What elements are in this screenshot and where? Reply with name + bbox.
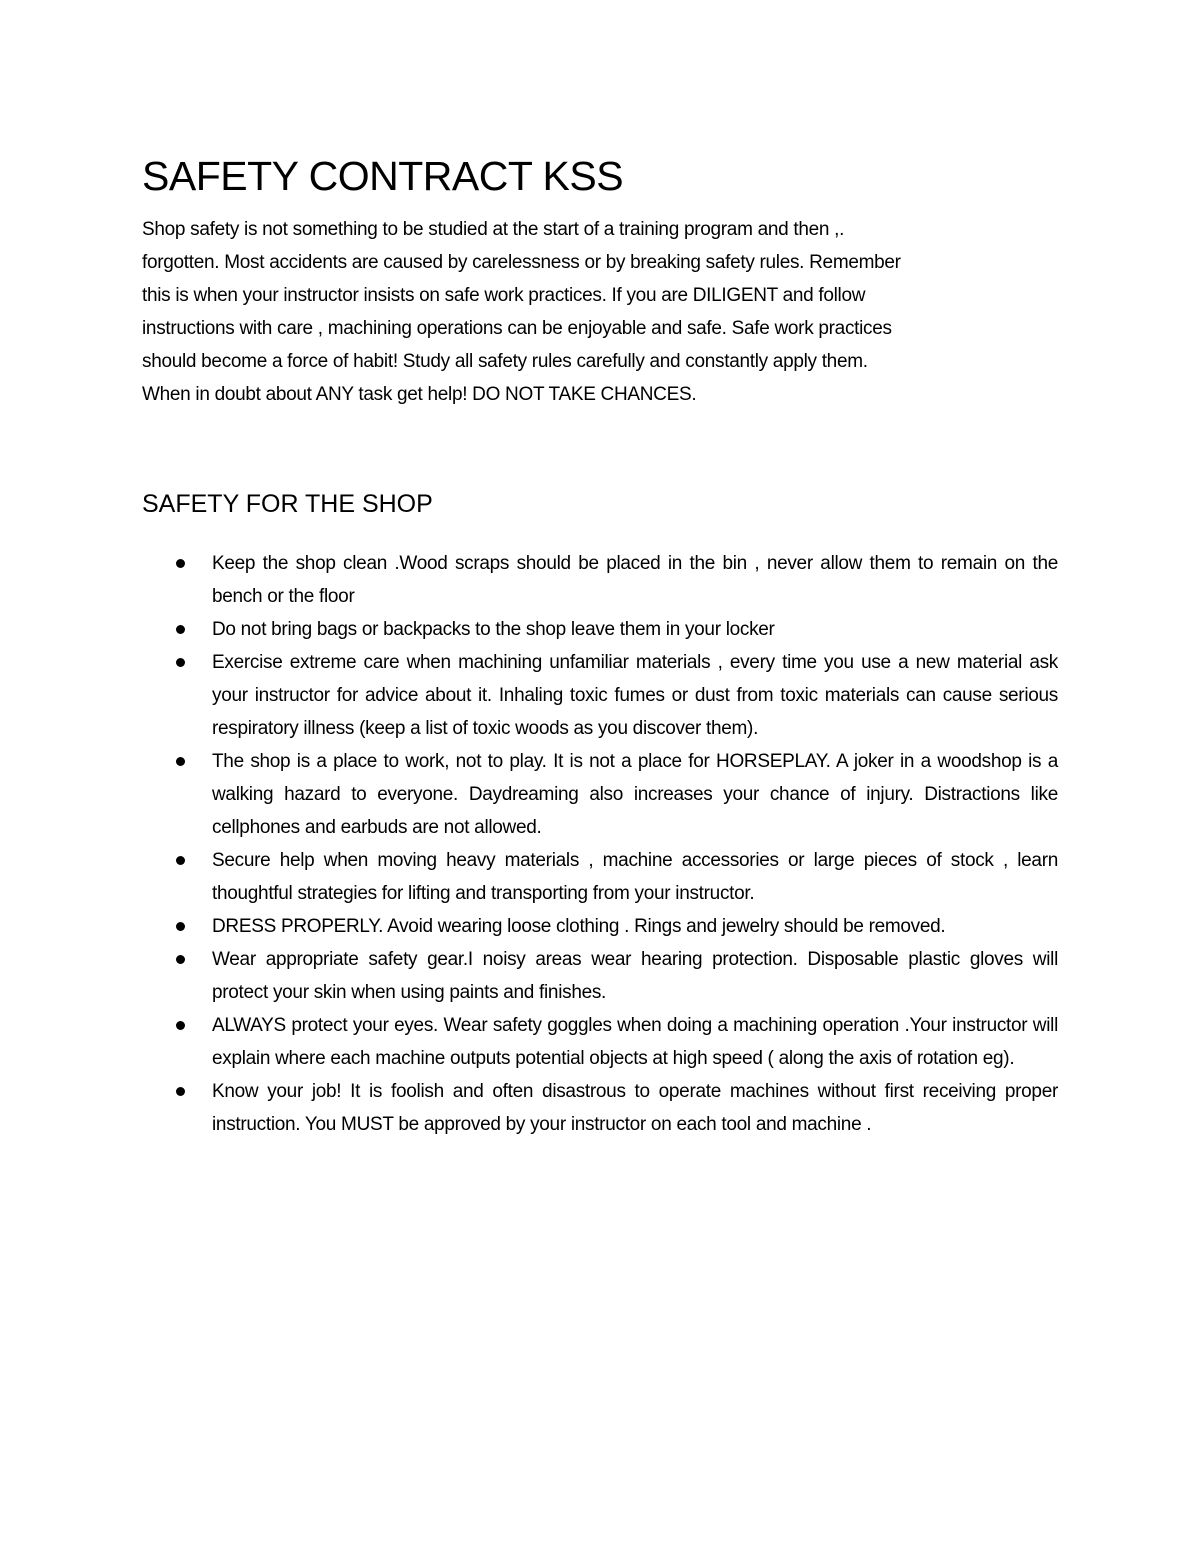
bullet-icon	[176, 922, 185, 931]
rule-text: The shop is a place to work, not to play. It is not a place for HORSEPLAY. A joker in a woodshop is a walking hazard to everyone. Daydreaming also increases your chance of injury. Distractions like cellphones and earbuds are not allowed.	[212, 751, 1058, 838]
list-item	[212, 943, 1058, 1009]
rule-text: Exercise extreme care when machining unfamiliar materials , every time you use a new material ask your instructor for advice about it. Inhaling toxic fumes or dust from toxic materials can cause serious respiratory illness (keep a list of toxic woods as you discover them).	[212, 652, 1058, 739]
intro-line: forgotten. Most accidents are caused by carelessness or by breaking safety rules. Remember	[142, 252, 901, 273]
bullet-icon	[176, 658, 185, 667]
intro-line: should become a force of habit! Study all safety rules carefully and constantly apply them.	[142, 351, 868, 372]
intro-paragraph	[142, 213, 1062, 411]
bullet-icon	[176, 856, 185, 865]
safety-rules-list	[212, 547, 1058, 1141]
bullet-icon	[176, 757, 185, 766]
list-item	[212, 547, 1058, 613]
list-item	[212, 910, 1058, 943]
bullet-icon	[176, 559, 185, 568]
intro-line: Shop safety is not something to be studied at the start of a training program and then ,.	[142, 219, 845, 240]
list-item	[212, 745, 1058, 844]
rule-text: Wear appropriate safety gear.I noisy areas wear hearing protection. Disposable plastic gloves will protect your skin when using paints and finishes.	[212, 949, 1058, 1003]
intro-line: instructions with care , machining operations can be enjoyable and safe. Safe work practices	[142, 318, 892, 339]
intro-line: this is when your instructor insists on safe work practices. If you are DILIGENT and follow	[142, 285, 866, 306]
rule-text: Keep the shop clean .Wood scraps should be placed in the bin , never allow them to remain on the bench or the floor	[212, 553, 1058, 607]
rule-text: ALWAYS protect your eyes. Wear safety goggles when doing a machining operation .Your instructor will explain where each machine outputs potential objects at high speed ( along the axis of rotation eg).	[212, 1015, 1058, 1069]
rule-text: Know your job! It is foolish and often disastrous to operate machines without first receiving proper instruction. You MUST be approved by your instructor on each tool and machine .	[212, 1081, 1058, 1135]
list-item	[212, 844, 1058, 910]
bullet-icon	[176, 1087, 185, 1096]
list-item	[212, 646, 1058, 745]
rule-text: Secure help when moving heavy materials , machine accessories or large pieces of stock , learn thoughtful strategies for lifting and transporting from your instructor.	[212, 850, 1058, 904]
bullet-icon	[176, 1021, 185, 1030]
rule-text: Do not bring bags or backpacks to the shop leave them in your locker	[212, 619, 775, 640]
list-item	[212, 1075, 1058, 1141]
list-item	[212, 1009, 1058, 1075]
document-title: SAFETY CONTRACT KSS	[142, 153, 624, 199]
rule-text: DRESS PROPERLY. Avoid wearing loose clothing . Rings and jewelry should be removed.	[212, 916, 946, 937]
section-heading: SAFETY FOR THE SHOP	[142, 490, 433, 518]
bullet-icon	[176, 625, 185, 634]
list-item	[212, 613, 1058, 646]
bullet-icon	[176, 955, 185, 964]
intro-line: When in doubt about ANY task get help! DO NOT TAKE CHANCES.	[142, 384, 697, 405]
